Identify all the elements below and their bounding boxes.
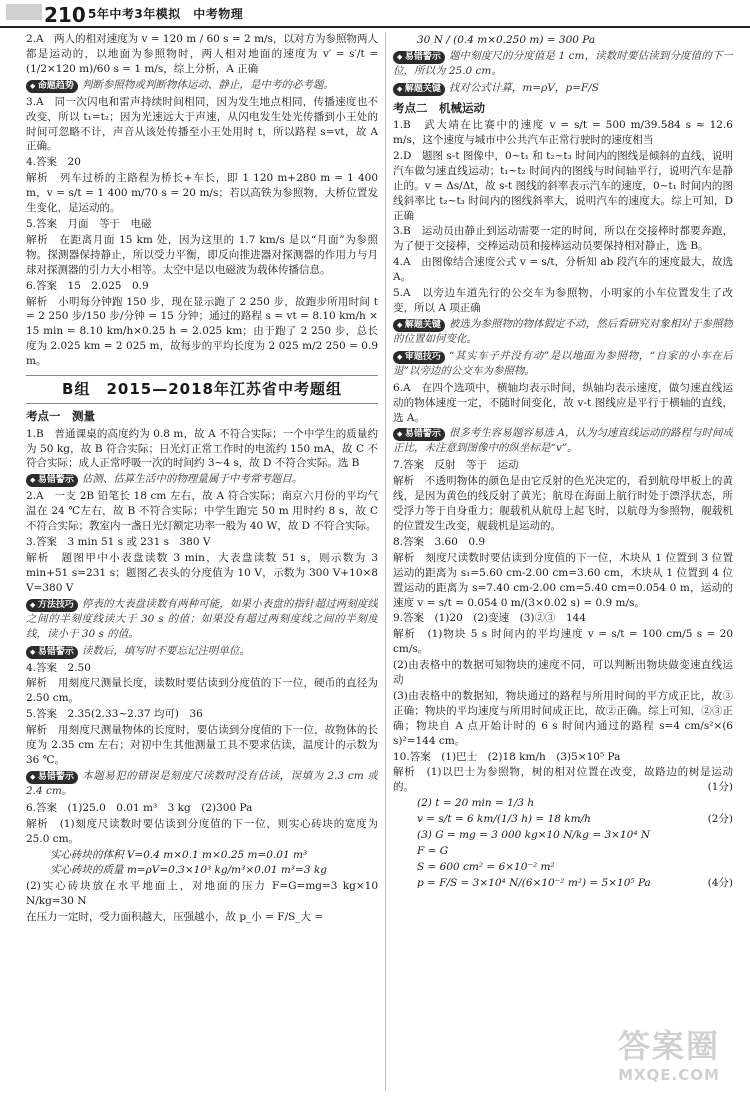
tip-tag: ◆ 易错警示 — [393, 428, 445, 441]
answer-paragraph — [26, 817, 378, 847]
answer-paragraph — [26, 535, 378, 550]
tip-note — [393, 81, 733, 96]
formula-text: F = G — [417, 845, 449, 858]
answer-text: (2)实心砖块放在水平地面上，对地面的压力 F=G=mg=3 kg×10 N/kg=30 N — [26, 880, 378, 908]
answer-paragraph — [26, 217, 378, 232]
answer-text: 8.答案 3.60 0.9 — [393, 535, 486, 548]
tip-note — [26, 472, 378, 487]
tip-text: 很多考生容易题容易选 A，认为匀速直线运动的路程与时间成正比，未注意到图像中的纵坐标是“v”。 — [393, 427, 733, 455]
answer-paragraph — [26, 489, 378, 534]
answer-paragraph — [26, 295, 378, 370]
answer-text: 4.A 由图像结合速度公式 v = s/t，分析知 ab 段汽车的速度最大，故选 A。 — [393, 256, 733, 284]
score-mark: (1分) — [707, 781, 733, 794]
answer-paragraph — [26, 661, 378, 676]
formula-text: p = F/S = 3×10⁴ N/(6×10⁻² m²) = 5×10⁵ Pa — [417, 876, 651, 889]
answer-paragraph — [26, 910, 378, 925]
tip-tag: ◆ 审题技巧 — [393, 351, 445, 364]
answer-paragraph — [393, 286, 733, 316]
answer-text: 5.答案 月面 等于 电磁 — [26, 217, 152, 230]
answer-text: 解析 列车过桥的主路程为桥长+车长，即 1 120 m+280 m = 1 400 m，v = s/t = 1 400 m/70 s = 20 m/s；若以高铁为参照物，大桥位置发生变化，是运动的。 — [26, 172, 378, 215]
answer-text: 2.D 题图 s-t 图像中，0~t₁ 和 t₂~t₃ 时间内的图线是倾斜的直线，说明汽车做匀速直线运动；t₁~t₂ 时间内的图线与时间轴平行，说明汽车是静止的。v = Δs/Δt，故 s-t 图线的斜率表示汽车的速度，0~t₁ 时间内的图线斜率比 t₂~t₃ 时间内的图线斜率大，说明汽车的速度大。综上可知，D 正确 — [393, 149, 733, 222]
right-column — [393, 32, 733, 1094]
tip-note — [26, 769, 378, 799]
answer-paragraph — [26, 801, 378, 816]
formula-text: (3) G = mg = 3 000 kg×10 N/kg = 3×10⁴ N — [417, 829, 651, 842]
answer-paragraph — [26, 707, 378, 722]
formula-line — [393, 33, 733, 48]
tip-tag: ◆ 解题关键 — [393, 83, 445, 96]
tip-note — [26, 78, 378, 93]
tip-text: 题中刻度尺的分度值是 1 cm，读数时要估读到分度值的下一位，所以为 25.0 cm。 — [393, 49, 733, 77]
tip-tag: ◆ 易错警示 — [26, 771, 78, 784]
answer-text: 1.B 武大靖在比赛中的速度 v = s/t = 500 m/39.584 s ≈ 12.6 m/s，这个速度与城市中公共汽车正常行驶时的速度相当 — [393, 119, 733, 147]
tip-note — [26, 597, 378, 642]
answer-paragraph — [393, 551, 733, 611]
formula-line — [393, 876, 733, 891]
answer-paragraph — [393, 627, 733, 657]
formula-text: v = s/t = 6 km/(1/3 h) = 18 km/h — [417, 813, 591, 826]
answer-paragraph — [393, 474, 733, 534]
answer-text: (3)由表格中的数据知，物块通过的路程与所用时间的平方成正比，故③正确；物块的平均速度与所用时间成正比，故②正确。综上可知，②③正确；物块自 A 点开始计时的 6 s 时间内通过的路程 s=4 cm/s²×(6 s)²=144 cm。 — [393, 689, 733, 747]
answer-text: 2.A 两人的相对速度为 v = 120 m / 60 s = 2 m/s，以对方为参照物两人都是运动的，以地面为参照物时，两人相对地面的速度为 v′ = s′/t = (1/2×120 m)/60 s = 1 m/s，综上分析，A 正确 — [26, 33, 378, 75]
topic-heading: 考点一 测量 — [26, 409, 95, 424]
tip-note — [393, 426, 733, 456]
score-mark: (4分) — [707, 876, 733, 889]
tip-text: “其实车子并没有动”是以地面为参照物，“自家的小车在后退”以旁边的公交车为参照物。 — [393, 349, 733, 377]
answer-text: 3.答案 3 min 51 s 或 231 s 380 V — [26, 536, 211, 549]
score-mark: (2分) — [707, 813, 733, 826]
formula-text: 实心砖块的体积 V=0.4 m×0.1 m×0.25 m=0.01 m³ — [50, 848, 308, 861]
answer-paragraph — [26, 427, 378, 472]
tip-text: 停表的大表盘读数有两种可能，如果小表盘的指针超过两刻度线之间的半刻度线读大于 30 s 的值；如果没有超过两刻度线之间的半刻度线，读小于 30 s 的值。 — [26, 597, 378, 640]
watermark-url: MXQE.COM — [618, 1066, 720, 1084]
answer-paragraph — [393, 255, 733, 285]
publisher-logo — [6, 4, 42, 20]
answer-text: 6.A 在四个选项中，横轴均表示时间，纵轴均表示速度，做匀速直线运动的物体速度一定，不随时间变化，故 v-t 图线应是平行于横轴的直线，选 A。 — [393, 381, 733, 424]
answer-text: 7.答案 反射 等于 运动 — [393, 459, 519, 472]
answer-text: 4.答案 20 — [26, 156, 81, 169]
answer-text: 在压力一定时，受力面积越大，压强越小，故 p_小 = F/S_大 = — [26, 911, 324, 924]
answer-paragraph — [393, 458, 733, 473]
answer-text: 解析 用刻度尺测量长度，读数时要估读到分度值的下一位，硬币的直径为 2.50 cm。 — [26, 677, 378, 705]
section-title: B组 2015—2018年江苏省中考题组 — [26, 375, 378, 404]
answer-paragraph — [393, 750, 733, 765]
answer-paragraph — [393, 224, 733, 254]
answer-paragraph — [393, 658, 733, 688]
watermark-logo — [594, 1026, 744, 1096]
tip-note — [393, 349, 733, 379]
formula-text: (2) t = 20 min = 1/3 h — [417, 797, 535, 810]
answer-paragraph — [26, 723, 378, 768]
answer-text: 6.答案 (1)25.0 0.01 m³ 3 kg (2)300 Pa — [26, 801, 253, 814]
watermark-text: 答案圈 — [617, 1027, 720, 1065]
answer-text: 2.A 一支 2B 铅笔长 18 cm 左右，故 A 符合实际；南京六月份的平均气温在 24 ℃左右，故 B 不符合实际；中学生跑完 50 m 用时约 8 s，故 C 不符合实际；教室内一盏日光灯额定功率一般为 40 W，故 D 不符合实际。 — [26, 490, 378, 533]
answer-paragraph — [26, 879, 378, 909]
answer-text: 3.B 运动员由静止到运动需要一定的时间，所以在交接棒时都要奔跑，为了便于交接棒，交棒运动员和接棒运动员要保持相对静止，选 B。 — [393, 225, 733, 253]
tip-text: 估测、估算生活中的物理量属于中考常考题目。 — [81, 473, 303, 486]
page-number: 210 — [44, 3, 86, 27]
answer-text: 6.答案 15 2.025 0.9 — [26, 279, 149, 292]
answer-text: 9.答案 (1)20 (2)变速 (3)②③ 144 — [393, 612, 587, 625]
tip-tag: ◆ 易错警示 — [393, 51, 445, 64]
answer-text: 解析 (1)物块 5 s 时间内的平均速度 v = s/t = 100 cm/5 s = 20 cm/s。 — [393, 628, 733, 656]
answer-paragraph — [393, 535, 733, 550]
answer-paragraph — [26, 233, 378, 278]
page-header — [0, 0, 750, 28]
answer-text: 解析 题图甲中小表盘读数 3 min，大表盘读数 51 s，则示数为 3 min+51 s=231 s；题图乙表头的分度值为 10 V，示数为 300 V+10×8 V=380 V — [26, 552, 378, 594]
answer-text: 5.答案 2.35(2.33~2.37 均可) 36 — [26, 708, 203, 721]
formula-line — [393, 844, 733, 859]
answer-text: (2)由表格中的数据可知物块的速度不同，可以判断出物块做变速直线运动 — [393, 659, 733, 687]
formula-line — [26, 848, 378, 863]
answer-paragraph — [393, 611, 733, 626]
answer-paragraph — [393, 118, 733, 148]
answer-text: 解析 (1)刻度尺读数时要估读到分度值的下一位，则实心砖块的宽度为 25.0 cm。 — [26, 817, 378, 845]
formula-line — [393, 828, 733, 843]
tip-tag: ◆ 易错警示 — [26, 646, 78, 659]
book-title: 5年中考3年模拟 中考物理 — [88, 7, 244, 21]
answer-paragraph — [26, 551, 378, 596]
answer-text: 解析 在距离月面 15 km 处，因为这里的 1.7 km/s 是以“月面”为参照物。探测器保持静止，所以受力平衡，即反向推进器对探测器的作用力与月球对探测器的引力大小相等。太空中是以电磁波为载体传播信息。 — [26, 233, 378, 276]
column-divider — [385, 32, 386, 1090]
answer-text: 5.A 以旁边车道先行的公交车为参照物，小明家的小车位置发生了改变，所以 A 项正确 — [393, 287, 733, 315]
left-column — [26, 32, 378, 1094]
answer-paragraph — [26, 32, 378, 77]
answer-paragraph — [393, 689, 733, 749]
answer-paragraph — [26, 279, 378, 294]
answer-paragraph — [26, 95, 378, 155]
answer-paragraph — [26, 155, 378, 170]
answer-paragraph — [393, 765, 733, 795]
formula-line — [26, 863, 378, 878]
formula-text: 30 N / (0.4 m×0.250 m) = 300 Pa — [417, 34, 596, 46]
formula-line — [393, 860, 733, 875]
answer-paragraph — [393, 149, 733, 224]
answer-text: 1.B 普通课桌的高度约为 0.8 m，故 A 不符合实际；一个中学生的质量约为 50 kg，故 B 符合实际；日光灯正常工作时的电流约 150 mA，故 C 不符合实际；成人正常呼吸一次的时间约 3~4 s，故 D 不符合实际。选 B — [26, 427, 378, 470]
answer-text: 解析 刻度尺读数时要估读到分度值的下一位，木块从 1 位置到 3 位置运动的距离为 s₁=5.60 cm-2.00 cm=3.60 cm，木块从 1 位置到 4 位置运动的距离为 s=7.40 cm-2.00 cm=5.40 cm=0.054 0 m，运动的速度 v = s/t = 0.054 0 m/(3×0.02 s) = 0.9 m/s。 — [393, 551, 733, 609]
answer-text: 解析 (1)以巴士为参照物，树的相对位置在改变，故路边的树是运动的。 — [393, 766, 733, 794]
answer-text: 解析 不透明物体的颜色是由它反射的色光决定的，看到航母甲板上的黄线，是因为黄色的线反射了黄光；航母在海面上航行时处于漂浮状态，所受浮力等于自身重力；舰载机从航母上起飞时，以航母为参照物，舰载机的位置发生改变，舰载机是运动的。 — [393, 475, 733, 532]
tip-tag: ◆ 易错警示 — [26, 474, 78, 487]
tip-text: 判断参照物或判断物体运动、静止，是中考的必考题。 — [81, 78, 334, 91]
tip-text: 找对公式计算，m=ρV，p=F/S — [448, 81, 599, 94]
answer-text: 10.答案 (1)巴士 (2)18 km/h (3)5×10⁵ Pa — [393, 750, 621, 763]
answer-text: 4.答案 2.50 — [26, 661, 91, 674]
tip-note — [393, 317, 733, 347]
answer-paragraph — [26, 676, 378, 706]
answer-text: 解析 小明每分钟跑 150 步，现在显示跑了 2 250 步，故跑步所用时间 t = 2 250 步/150 步/分钟 = 15 分钟；通过的路程 s = vt = 8.10 km/h × 15 min = 8.10 km/h×0.25 h = 2.025 km；由于跑了 2 250 步，总长度为 2.025 km = 2 025 m，故每步的平均长度为 2 025 m/2 250 = 0.9 m。 — [26, 295, 378, 368]
formula-text: S = 600 cm² = 6×10⁻² m² — [417, 860, 555, 873]
tip-text: 被选为参照物的物体假定不动，然后看研究对象相对于参照物的位置如何变化。 — [393, 317, 733, 345]
answer-paragraph — [393, 381, 733, 426]
tip-tag: ◆ 解题关键 — [393, 319, 445, 332]
formula-line — [393, 796, 733, 811]
formula-line — [393, 812, 733, 827]
answer-text: 3.A 同一次闪电和雷声持续时间相同，因为发生地点相同，传播速度也不改变，所以 t₁=t₂；因为光速远大于声速，从闪电发生处光传播到小王处的时间可忽略不计，声音从该处传播至小王处用时 t，所以路程 s=vt，故 A 正确。 — [26, 95, 378, 153]
tip-tag: ◆ 命题趋势 — [26, 80, 78, 93]
tip-text: 本题易犯的错误是刻度尺读数时没有估读，误填为 2.3 cm 或 2.4 cm。 — [26, 769, 378, 797]
tip-text: 读数后，填写时不要忘记注明单位。 — [81, 644, 250, 657]
answer-text: 解析 用刻度尺测量物体的长度时，要估读到分度值的下一位，故物体的长度为 2.35 cm 左右；对初中生其他测量工具不要求估读，温度计的示数为 36 ℃。 — [26, 724, 378, 766]
tip-note — [393, 49, 733, 79]
formula-text: 实心砖块的质量 m=ρV=0.3×10³ kg/m³×0.01 m³=3 kg — [50, 864, 327, 877]
tip-note — [26, 644, 378, 659]
topic-heading: 考点二 机械运动 — [393, 100, 485, 115]
answer-paragraph — [26, 171, 378, 216]
tip-tag: ◆ 方法技巧 — [26, 599, 78, 612]
